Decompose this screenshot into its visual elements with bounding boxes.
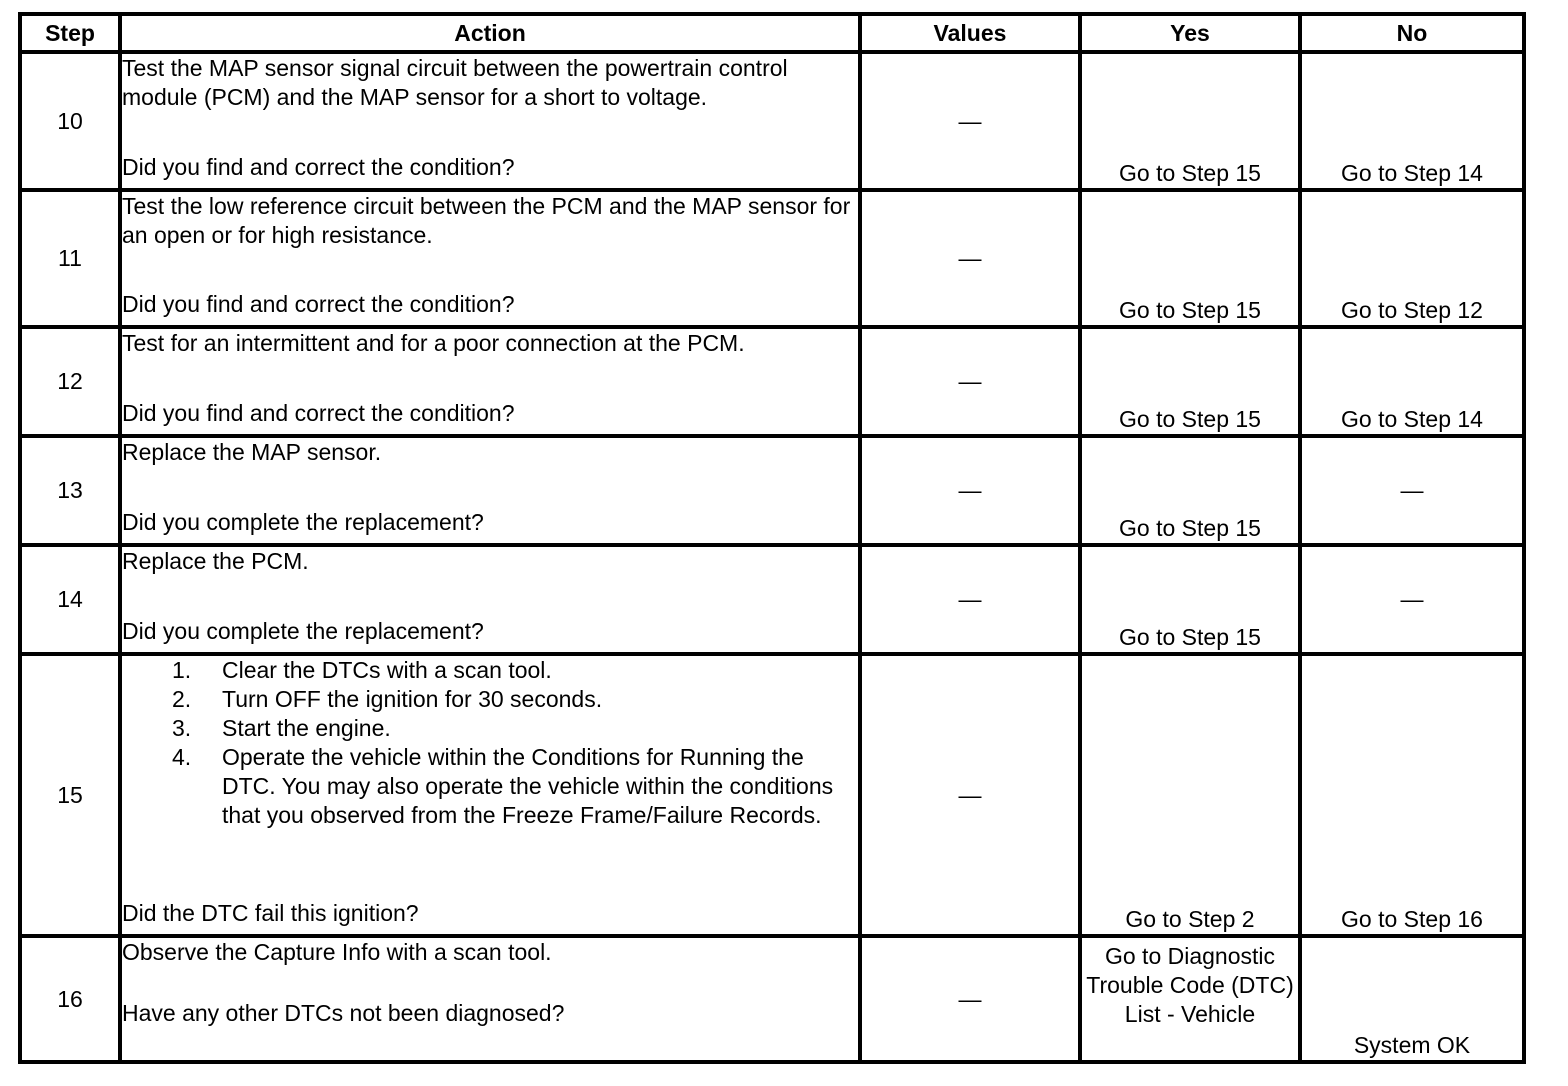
table-row: [20, 327, 1524, 436]
question-text: Did you complete the replacement?: [122, 509, 484, 535]
values-cell: —: [860, 654, 1080, 936]
action-cell: [120, 545, 860, 654]
action-text: Test for an intermittent and for a poor connection at the PCM.: [122, 330, 745, 356]
list-item: [172, 685, 858, 714]
header-yes: Yes: [1080, 14, 1300, 52]
values-cell: —: [860, 52, 1080, 190]
list-text: Clear the DTCs with a scan tool.: [222, 657, 552, 683]
list-text: Operate the vehicle within the Conditions for Running the DTC. You may also operate the vehicle within the conditions that you observed from the Freeze Frame/Failure Records.: [222, 744, 834, 828]
step-number: 10: [20, 52, 120, 190]
step-number: 13: [20, 436, 120, 545]
action-text: Replace the MAP sensor.: [122, 439, 382, 465]
question-text: Did you find and correct the condition?: [122, 291, 515, 317]
action-text: Observe the Capture Info with a scan tool.: [122, 939, 552, 965]
yes-cell: Go to Step 15: [1080, 52, 1300, 190]
no-cell: Go to Step 12: [1300, 190, 1524, 327]
action-cell: [120, 327, 860, 436]
yes-cell: Go to Diagnostic Trouble Code (DTC) List - Vehicle: [1080, 936, 1300, 1062]
step-number: 11: [20, 190, 120, 327]
no-cell: —: [1300, 436, 1524, 545]
list-item: [172, 743, 858, 830]
diagnostic-table: [18, 12, 1526, 1064]
header-values: Values: [860, 14, 1080, 52]
no-cell: Go to Step 14: [1300, 327, 1524, 436]
question-text: Did the DTC fail this ignition?: [122, 900, 419, 926]
yes-cell: Go to Step 15: [1080, 190, 1300, 327]
question-text: Have any other DTCs not been diagnosed?: [122, 1000, 565, 1026]
list-item: [172, 714, 858, 743]
table-row: [20, 936, 1524, 1062]
list-text: Start the engine.: [222, 715, 391, 741]
action-cell: [120, 654, 860, 936]
action-cell: [120, 436, 860, 545]
values-cell: —: [860, 545, 1080, 654]
step-number: 15: [20, 654, 120, 936]
list-number: 1.: [172, 657, 192, 683]
values-cell: —: [860, 936, 1080, 1062]
question-text: Did you find and correct the condition?: [122, 154, 515, 180]
question-text: Did you find and correct the condition?: [122, 400, 515, 426]
yes-cell: Go to Step 15: [1080, 436, 1300, 545]
step-number: 14: [20, 545, 120, 654]
step-number: 12: [20, 327, 120, 436]
table-row: [20, 436, 1524, 545]
no-cell: Go to Step 16: [1300, 654, 1524, 936]
action-cell: [120, 936, 860, 1062]
list-number: 2.: [172, 686, 192, 712]
yes-cell: Go to Step 2: [1080, 654, 1300, 936]
action-cell: [120, 52, 860, 190]
list-number: 4.: [172, 744, 192, 770]
list-text: Turn OFF the ignition for 30 seconds.: [222, 686, 603, 712]
header-row: [20, 14, 1524, 52]
no-cell: —: [1300, 545, 1524, 654]
header-step: Step: [20, 14, 120, 52]
list-item: [172, 656, 858, 685]
action-text: Test the MAP sensor signal circuit between the powertrain control module (PCM) and the MAP sensor for a short to voltage.: [122, 55, 788, 110]
yes-cell: Go to Step 15: [1080, 545, 1300, 654]
table-row: [20, 545, 1524, 654]
yes-cell: Go to Step 15: [1080, 327, 1300, 436]
procedure-list: [122, 656, 858, 830]
action-text: Test the low reference circuit between the PCM and the MAP sensor for an open or for high resistance.: [122, 193, 851, 248]
action-text: Replace the PCM.: [122, 548, 309, 574]
values-cell: —: [860, 327, 1080, 436]
values-cell: —: [860, 436, 1080, 545]
no-cell: Go to Step 14: [1300, 52, 1524, 190]
table-row: [20, 52, 1524, 190]
no-cell: System OK: [1300, 936, 1524, 1062]
header-action: Action: [120, 14, 860, 52]
action-cell: [120, 190, 860, 327]
values-cell: —: [860, 190, 1080, 327]
list-number: 3.: [172, 715, 192, 741]
question-text: Did you complete the replacement?: [122, 618, 484, 644]
table-row: [20, 190, 1524, 327]
table-row: [20, 654, 1524, 936]
step-number: 16: [20, 936, 120, 1062]
header-no: No: [1300, 14, 1524, 52]
